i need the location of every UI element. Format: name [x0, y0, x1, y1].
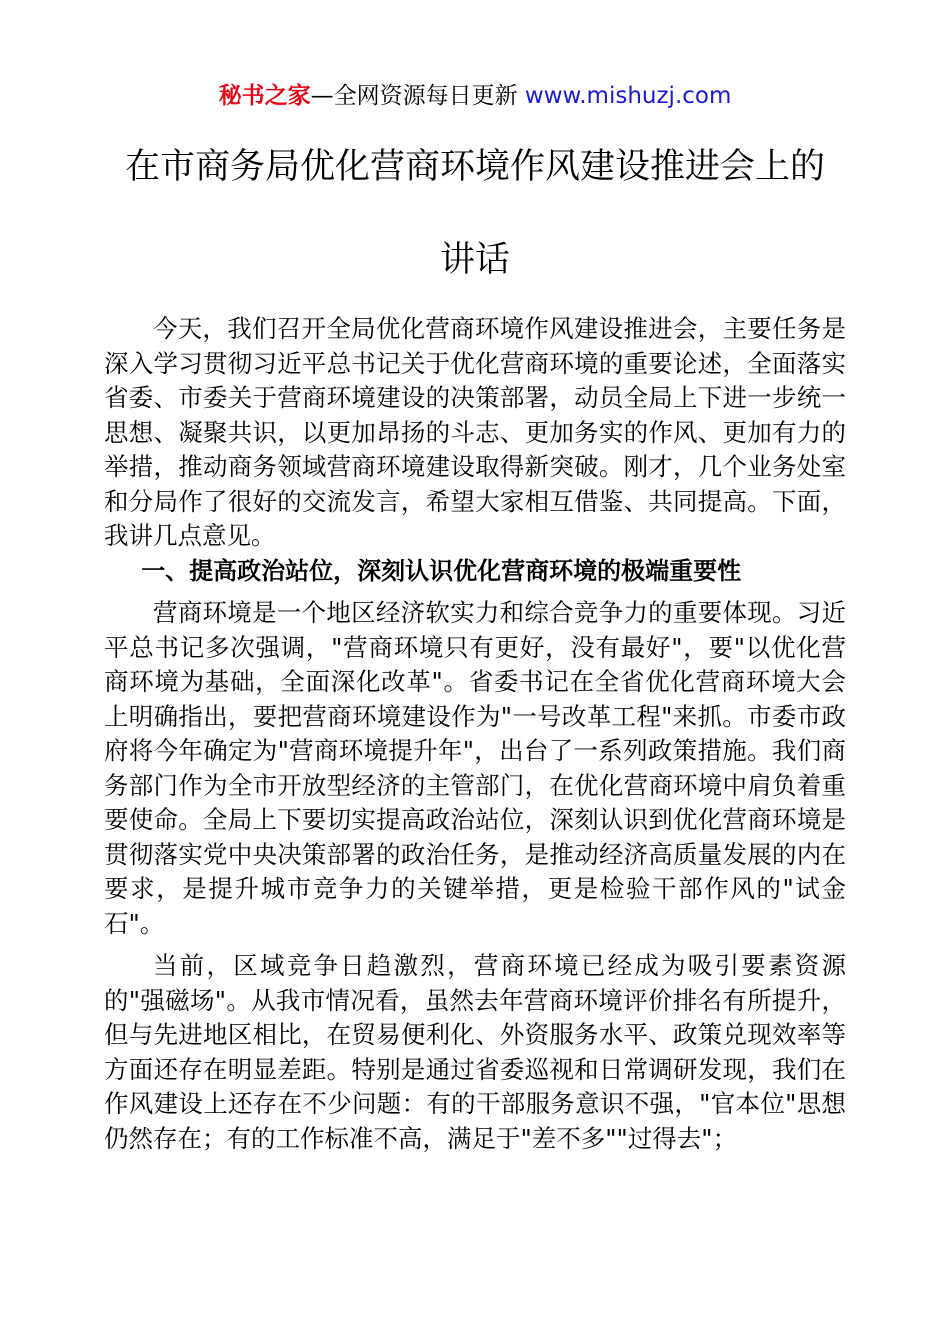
paragraph-2: 营商环境是一个地区经济软实力和综合竞争力的重要体现。习近平总书记多次强调，"营商环境只有更好，没有最好"，要"以优化营商环境为基础，全面深化改革"。省委书记在全省优化营商环境大会上明确指出，要把营商环境建设作为"一号改革工程"来抓。市委市政府将今年确定为"营商环境提升年"，出台了一系列政策措施。我们商务部门作为全市开放型经济的主管部门，在优化营商环境中肩负着重要使命。全局上下要切实提高政治站位，深刻认识到优化营商环境是贯彻落实党中央决策部署的政治任务，是推动经济高质量发展的内在要求，是提升城市竞争力的关键举措，更是检验干部作风的"试金石"。: [104, 598, 846, 938]
brand-name: 秘书之家: [218, 83, 311, 109]
site-header: [0, 80, 950, 112]
document-title-line-2: 讲话: [439, 240, 510, 280]
paragraph-intro: 今天，我们召开全局优化营商环境作风建设推进会，主要任务是深入学习贯彻习近平总书记关于优化营商环境的重要论述，全面落实省委、市委关于营商环境建设的决策部署，动员全局上下进一步统一思想、凝聚共识，以更加昂扬的斗志、更加务实的作风、更加有力的举措，推动商务领域营商环境建设取得新突破。刚才，几个业务处室和分局作了很好的交流发言，希望大家相互借鉴、共同提高。下面，我讲几点意见。: [104, 314, 846, 550]
document-body: [104, 312, 846, 1156]
site-url-link[interactable]: www.mishuzj.com: [524, 83, 732, 109]
section-heading-1: 一、提高政治站位，深刻认识优化营商环境的极端重要性: [141, 556, 742, 585]
paragraph-3: 当前，区域竞争日趋激烈，营商环境已经成为吸引要素资源的"强磁场"。从我市情况看，虽然去年营商环境评价排名有所提升，但与先进地区相比，在贸易便利化、外资服务水平、政策兑现效率等方面还存在明显差距。特别是通过省委巡视和日常调研发现，我们在作风建设上还存在不少问题：有的干部服务意识不强，"官本位"思想仍然存在；有的工作标准不高，满足于"差不多""过得去"；: [104, 951, 846, 1153]
header-tagline: —全网资源每日更新: [310, 83, 518, 109]
document-title-line-1: 在市商务局优化营商环境作风建设推进会上的: [124, 147, 825, 187]
